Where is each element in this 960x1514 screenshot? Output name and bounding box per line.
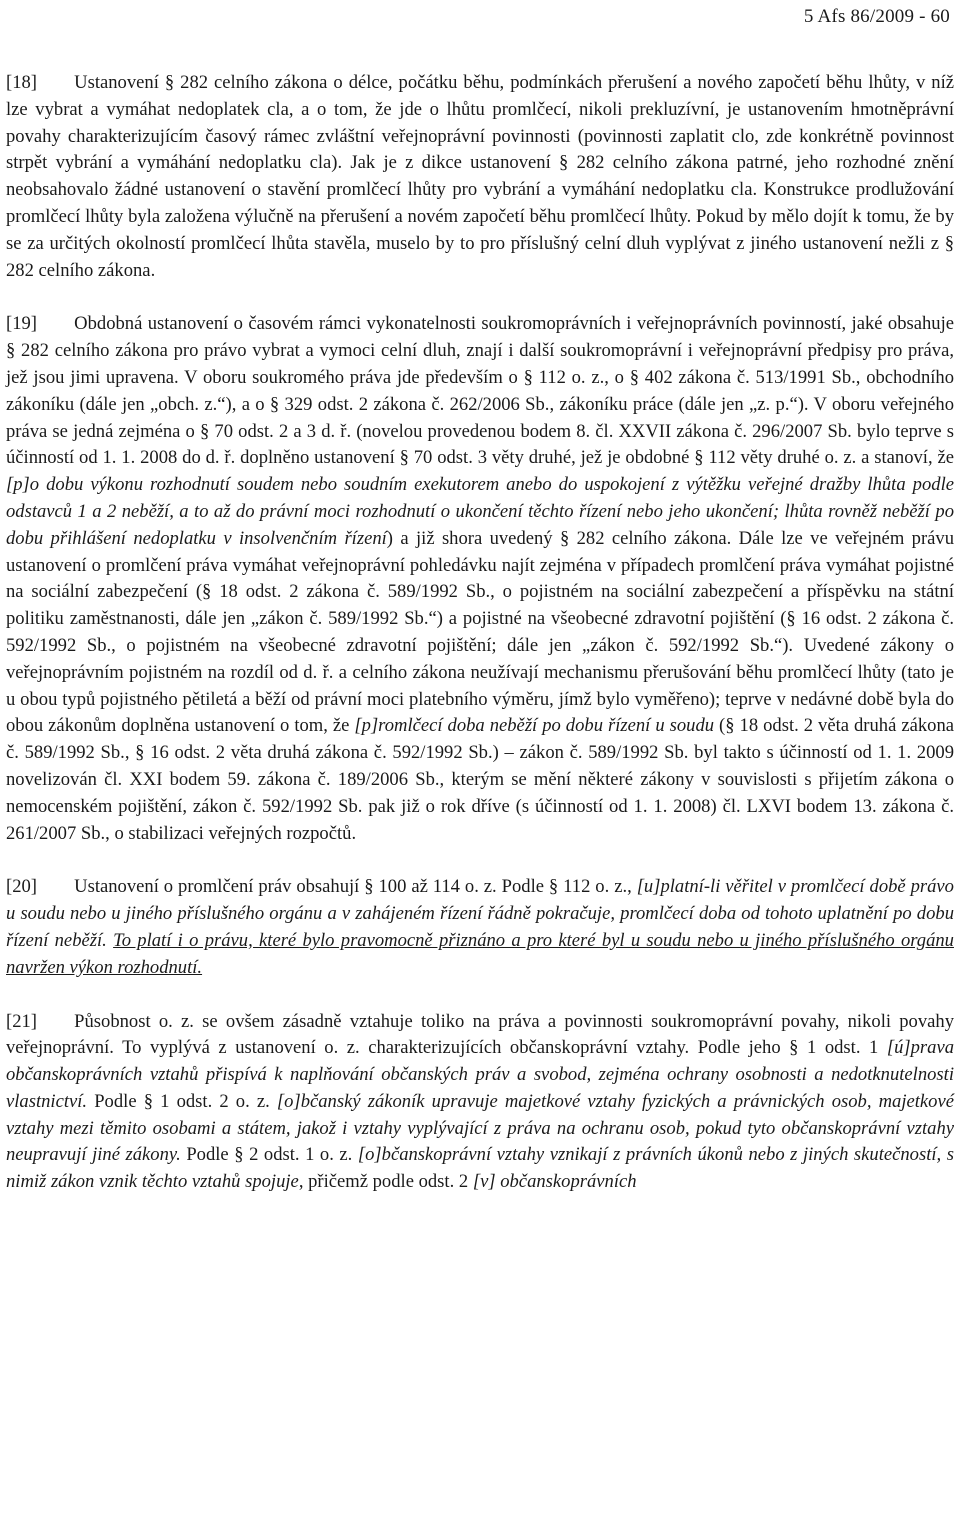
paragraph-18 — [6, 70, 954, 284]
text-segment: Ustanovení o promlčení práv obsahují § 100 až 114 o. z. Podle § 112 o. z., — [74, 876, 637, 898]
quoted-statute-text: To platí i o právu, které bylo pravomocně přiznáno a pro které byl u soudu nebo u jiného příslušného orgánu navržen výkon rozhodnutí. — [6, 929, 954, 978]
paragraph-20 — [6, 874, 954, 981]
quoted-statute-text: [v] občanskoprávních — [472, 1171, 637, 1193]
quoted-statute-text: [p]romlčecí doba neběží po dobu řízení u soudu — [354, 715, 715, 737]
quoted-statute-text: [ú]prava občanskoprávních vztahů přispívá k naplňování občanských práv a svobod, zejména ochrany osobnosti a nedotknutelnosti vlastnictví. — [6, 1037, 954, 1112]
paragraph-19 — [6, 311, 954, 847]
paragraph-21 — [6, 1009, 954, 1197]
paragraph-number: [19] — [6, 313, 37, 335]
text-segment: Ustanovení § 282 celního zákona o délce, počátku běhu, podmínkách přerušení a nového započetí běhu lhůty, v níž lze vybrat a vymáhat nedoplatek cla, a o tom, že jde o lhůtu promlčecí, nikoli prekluzívní, je ustanovením hmotněprávní povahy charakterizujícím časový rámec zvláštní veřejnoprávní povinnosti (povinnosti zaplatit clo, zde konkrétně povinnost strpět vybrání a vymáhání nedoplatku cla). Jak je z dikce ustanovení § 282 celního zákona patrné, jeho rozhodné znění neobsahovalo žádné ustanovení o stavění promlčecí lhůty pro vybrání a vymáhání nedoplatku cla. Konstrukce prodlužování promlčecí lhůty byla založena výlučně na přerušení a novém započetí běhu promlčecí lhůty. Pokud by mělo dojít k tomu, že by se za určitých okolností promlčecí lhůta stavěla, muselo by to pro příslušný celní dluh vyplývat z jiného ustanovení nežli z § 282 celního zákona. — [6, 72, 954, 281]
text-segment: Obdobná ustanovení o časovém rámci vykonatelnosti soukromoprávních i veřejnoprávních povinností, jaké obsahuje § 282 celního zákona pro právo vybrat a vymoci celní dluh, znají i další soukromoprávní i veřejnoprávní předpisy pro práva, jež jsou jimi upravena. V oboru soukromého práva jde především o § 112 o. z., o § 402 zákona č. 513/1991 Sb., obchodního zákoníku (dále jen „obch. z.“), a o § 329 odst. 2 zákona č. 262/2006 Sb., zákoníku práce (dále jen „z. p.“). V oboru veřejného práva se jedná zejména o § 70 odst. 2 a 3 d. ř. (novelou provedenou bodem 8. čl. XXVII zákona č. 296/2007 Sb. bylo teprve s účinností od 1. 1. 2008 do d. ř. doplněno ustanovení § 70 odst. 3 věty druhé, jež je obdobné § 112 věty druhé o. z. a stanoví, že — [6, 313, 954, 469]
document-body — [6, 70, 954, 1223]
text-segment: Podle § 1 odst. 2 o. z. — [87, 1090, 277, 1112]
text-segment: , přičemž podle odst. 2 — [298, 1171, 473, 1193]
text-segment: ) a již shora uvedený § 282 celního zákona. Dále lze ve veřejném právu ustanovení o promlčení práva vymáhat veřejnoprávní pohledávku najít zejména v případech promlčení práva vymáhat pojistné na sociální zabezpečení (§ 18 odst. 2 zákona č. 589/1992 Sb., o pojistném na sociální zabezpečení a příspěvku na státní politiku zaměstnanosti, dále jen „zákon č. 589/1992 Sb.“) a pojistné na všeobecné zdravotní pojištění (§ 16 odst. 2 zákona č. 592/1992 Sb., o pojistném na všeobecné zdravotní pojištění; dále jen „zákon č. 592/1992 Sb.“). Uvedené zákony o veřejnoprávním pojistném na rozdíl od d. ř. a celního zákona neužívají mechanismu přerušování běhu promlčecí lhůty (tato je u obou typů pojistného pětiletá a běží od právní moci platebního výměru, jímž bylo vyměřeno); teprve v nedávné době byla do obou zákonům doplněna ustanovení o tom, že — [6, 527, 954, 737]
text-segment: Působnost o. z. se ovšem zásadně vztahuje toliko na práva a povinnosti soukromoprávní povahy, nikoli povahy veřejnoprávní. To vyplývá z ustanovení o. z. charakterizujících občanskoprávní vztahy. Podle jeho § 1 odst. 1 — [6, 1010, 954, 1059]
text-segment: Podle § 2 odst. 1 o. z. — [180, 1144, 358, 1166]
paragraph-number: [18] — [6, 72, 37, 93]
page-reference: 5 Afs 86/2009 - 60 — [803, 6, 950, 27]
paragraph-number: [21] — [6, 1010, 37, 1032]
quoted-statute-text: [o]bčanskoprávní vztahy vznikají z právních úkonů nebo z jiných skutečností, s nimiž zákon vznik těchto vztahů spojuje — [6, 1144, 954, 1193]
paragraph-number: [20] — [6, 876, 37, 898]
quoted-statute-text: [u]platní-li věřitel v promlčecí době právo u soudu nebo u jiného příslušného orgánu a v zahájeném řízení řádně pokračuje, promlčecí doba od tohoto uplatnění po dobu řízení neběží. — [6, 876, 954, 951]
quoted-statute-text: [o]bčanský zákoník upravuje majetkové vztahy fyzických a právnických osob, majetkové vztahy mezi těmito osobami a státem, jakož i vztahy vyplývající z práva na ochranu osob, pokud tyto občanskoprávní vztahy neupravují jiné zákony. — [6, 1090, 954, 1166]
quoted-statute-text: [p]o dobu výkonu rozhodnutí soudem nebo soudním exekutorem anebo do uspokojení z výtěžku veřejné dražby lhůta podle odstavců 1 a 2 neběží, a to až do právní moci rozhodnutí o ukončení těchto řízení nebo jeho ukončení; lhůta rovněž neběží po dobu přihlášení nedoplatku v insolvenčním řízení — [6, 474, 954, 549]
text-segment: (§ 18 odst. 2 věta druhá zákona č. 589/1992 Sb., § 16 odst. 2 věta druhá zákona č. 592/1992 Sb.) – zákon č. 589/1992 Sb. byl takto s účinností od 1. 1. 2009 novelizován čl. XXI bodem 59. zákona č. 189/2006 Sb., kterým se mění některé zákony v souvislosti s přijetím zákona o nemocenském pojištění, zákon č. 592/1992 Sb. pak již o rok dříve (s účinností od 1. 1. 2008) čl. LXVI bodem 13. zákona č. 261/2007 Sb., o stabilizaci veřejných rozpočtů. — [6, 715, 954, 844]
